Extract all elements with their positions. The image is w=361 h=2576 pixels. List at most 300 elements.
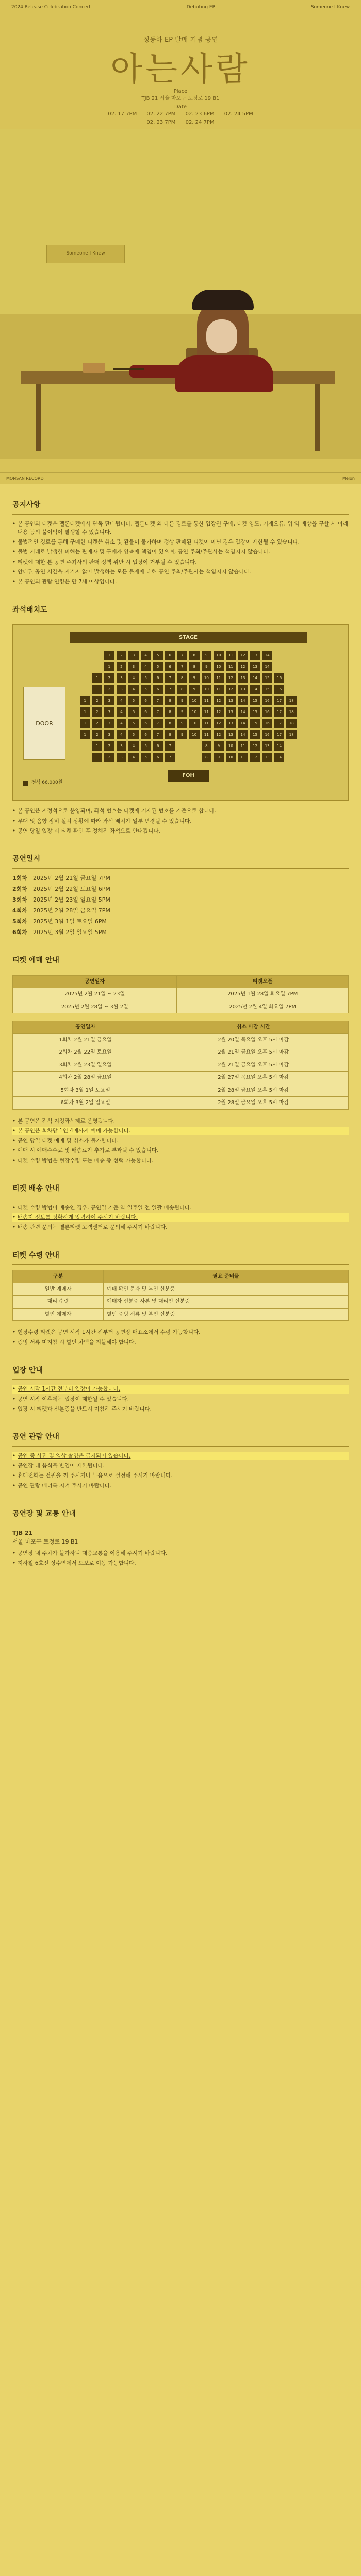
seat: 7 (165, 753, 175, 762)
ticket-open-table (12, 975, 349, 1014)
section-title: 좌석배치도 (12, 605, 349, 620)
table-row (13, 988, 349, 1001)
seat: 1 (92, 741, 103, 751)
schedule-text: 2025년 3월 1일 토요일 6PM (33, 918, 107, 925)
seat: 10 (189, 707, 200, 717)
seat: 1 (80, 707, 90, 717)
seat: 6 (141, 730, 151, 739)
hero-date: 02. 23 7PM (146, 119, 176, 125)
seat-gap (189, 753, 200, 762)
notice-item: • 티켓에 대한 본 공연 주최사의 판매 정책 위반 시 입장이 거부될 수 있습니다. (12, 558, 349, 566)
seat: 15 (250, 696, 260, 705)
desk-leg (36, 384, 41, 451)
seat: 4 (128, 685, 139, 694)
seat: 6 (153, 741, 163, 751)
wall-backdrop (0, 129, 361, 314)
seat: 5 (128, 696, 139, 705)
seat: 6 (153, 673, 163, 683)
onsite-note: • 증빙 서류 미지참 시 할인 차액을 지불해야 합니다. (12, 1338, 349, 1346)
seat: 10 (226, 753, 236, 762)
entry-item: • 공연 시작 1시간 전부터 입장이 가능합니다. (12, 1385, 349, 1393)
seat: 11 (202, 730, 212, 739)
seat: 14 (262, 662, 272, 671)
table-header: 공연일자 (13, 1021, 158, 1034)
table-cell: 대리 수령 (13, 1296, 104, 1309)
seat: 12 (214, 730, 224, 739)
seat-gap (274, 662, 285, 671)
seat: 14 (274, 741, 285, 751)
seat-map (12, 624, 349, 801)
seat-gap (286, 651, 297, 660)
schedule-text: 2025년 2월 22일 토요일 6PM (33, 885, 110, 892)
notice-list (12, 520, 349, 586)
seat: 13 (238, 673, 248, 683)
seat: 14 (238, 719, 248, 728)
seat: 5 (153, 662, 163, 671)
seat: 16 (274, 673, 285, 683)
pencil (113, 368, 144, 370)
schedule-day: 4회차 (12, 907, 27, 914)
seat: 18 (286, 696, 297, 705)
seat: 7 (153, 730, 163, 739)
seat: 11 (214, 685, 224, 694)
seat: 17 (274, 707, 285, 717)
seat-gap (286, 685, 297, 694)
seat: 15 (262, 685, 272, 694)
table-cell: 1회차 2월 21일 금요일 (13, 1033, 158, 1046)
seat-gap (92, 662, 103, 671)
seat: 11 (214, 673, 224, 683)
seat: 4 (141, 651, 151, 660)
section-title: 공연일시 (12, 854, 349, 869)
seat: 1 (104, 651, 114, 660)
seat: 16 (262, 696, 272, 705)
seat-gap (80, 651, 90, 660)
schedule-item (12, 917, 349, 926)
legend-swatch (23, 781, 28, 786)
onsite-table (12, 1270, 349, 1321)
table-header: 티켓오픈 (177, 975, 349, 988)
seat-grid (80, 651, 297, 762)
seat: 5 (141, 685, 151, 694)
seat: 5 (153, 651, 163, 660)
seat: 16 (262, 707, 272, 717)
seat-gap (92, 651, 103, 660)
seat: 10 (226, 741, 236, 751)
seat: 4 (128, 741, 139, 751)
seat: 11 (226, 662, 236, 671)
seat: 15 (250, 707, 260, 717)
schedule-day: 6회차 (12, 928, 27, 936)
schedule-text: 2025년 2월 21일 금요일 7PM (33, 874, 110, 882)
location-item: • 공연장 내 주차가 불가하니 대중교통을 이용해 주시기 바랍니다. (12, 1549, 349, 1557)
seat-gap (177, 741, 187, 751)
table-row (13, 1072, 349, 1084)
seat: 11 (238, 753, 248, 762)
table-cell: 2월 27일 목요일 오후 5시 마감 (158, 1072, 349, 1084)
entry-item: • 공연 시작 이후에는 입장이 제한될 수 있습니다. (12, 1395, 349, 1403)
desk-leg (315, 384, 320, 451)
seat: 1 (92, 753, 103, 762)
seat: 3 (104, 696, 114, 705)
seat: 5 (128, 730, 139, 739)
seat: 9 (177, 707, 187, 717)
seat: 4 (117, 707, 127, 717)
seat: 5 (141, 673, 151, 683)
table-header: 구분 (13, 1270, 104, 1283)
hero-top-left: 2024 Release Celebration Concert (11, 5, 91, 10)
seat: 10 (214, 651, 224, 660)
ticket-note: • 예매 시 예매수수료 및 배송료가 추가로 부과될 수 있습니다. (12, 1146, 349, 1155)
seat: 5 (128, 707, 139, 717)
seat-gap (286, 741, 297, 751)
seat: 7 (153, 707, 163, 717)
seat: 2 (104, 673, 114, 683)
table-row (13, 1097, 349, 1110)
schedule-day: 2회차 (12, 885, 27, 892)
seat: 13 (226, 696, 236, 705)
seat: 11 (202, 707, 212, 717)
schedule-day: 3회차 (12, 896, 27, 903)
seat: 13 (262, 753, 272, 762)
seat-gap (80, 662, 90, 671)
hero-top-bar (0, 4, 361, 11)
table-row (13, 1059, 349, 1072)
seat: 16 (274, 685, 285, 694)
seat: 8 (189, 651, 200, 660)
hero-title: 아는사람 (110, 50, 251, 89)
seat-gap (189, 741, 200, 751)
seat: 12 (238, 662, 248, 671)
seat: 14 (274, 753, 285, 762)
seat-gap (286, 753, 297, 762)
delivery-section (12, 1183, 349, 1231)
table-row (13, 1033, 349, 1046)
hero-bottom-right: Melon (342, 476, 355, 481)
seat: 7 (165, 673, 175, 683)
ticket-note: • 티켓 수령 방법은 현장수령 또는 배송 중 선택 가능합니다. (12, 1157, 349, 1165)
seat: 8 (189, 662, 200, 671)
table-cell: 예매자 신분증 사본 및 대리인 신분증 (104, 1296, 349, 1309)
location-item: • 지하철 6호선 상수역에서 도보로 이동 가능합니다. (12, 1559, 349, 1567)
table-cell: 2025년 1월 28일 화요일 7PM (177, 988, 349, 1001)
seat: 7 (165, 685, 175, 694)
seat: 12 (250, 753, 260, 762)
seat: 8 (177, 673, 187, 683)
seat-gap (80, 753, 90, 762)
table-header: 필요 준비물 (104, 1270, 349, 1283)
seat: 7 (177, 662, 187, 671)
hero-banner (0, 0, 361, 484)
seat: 17 (274, 730, 285, 739)
seat: 6 (153, 753, 163, 762)
seat: 14 (238, 707, 248, 717)
seat: 16 (262, 719, 272, 728)
seat: 5 (141, 741, 151, 751)
section-title: 입장 안내 (12, 1365, 349, 1380)
seat: 2 (104, 685, 114, 694)
seat: 2 (117, 662, 127, 671)
seat: 4 (128, 673, 139, 683)
seat: 7 (153, 696, 163, 705)
schedule-text: 2025년 2월 23일 일요일 5PM (33, 896, 110, 903)
stage-label: STAGE (70, 632, 307, 643)
entry-section (12, 1365, 349, 1413)
seat: 12 (238, 651, 248, 660)
seat: 13 (226, 707, 236, 717)
section-title: 공지사항 (12, 500, 349, 515)
seat-legend (23, 779, 62, 787)
ticket-notes (12, 1117, 349, 1165)
seat: 8 (165, 707, 175, 717)
ticket-section (12, 955, 349, 1165)
seat: 12 (226, 673, 236, 683)
stage-sign: Someone I Knew (46, 245, 125, 263)
legend-label: 전석 66,000원 (31, 780, 63, 786)
door-label: DOOR (23, 687, 65, 760)
seat: 8 (165, 730, 175, 739)
seat-gap (80, 685, 90, 694)
table-cell: 2월 28일 금요일 오후 5시 마감 (158, 1097, 349, 1110)
seat: 8 (165, 696, 175, 705)
seat: 12 (226, 685, 236, 694)
entry-item: • 입장 시 티켓과 신분증을 반드시 지참해 주시기 바랍니다. (12, 1405, 349, 1413)
hero-date: 02. 24 5PM (224, 111, 253, 117)
seat: 1 (80, 730, 90, 739)
table-cell: 2월 21일 금요일 오후 5시 마감 (158, 1059, 349, 1072)
table-cell: 3회차 2월 23일 일요일 (13, 1059, 158, 1072)
seat: 18 (286, 730, 297, 739)
seat: 13 (226, 719, 236, 728)
seat: 9 (177, 719, 187, 728)
seat: 8 (202, 741, 212, 751)
schedule-item (12, 885, 349, 893)
rules-item: • 공연장 내 음식물 반입이 제한됩니다. (12, 1462, 349, 1470)
notice-item: • 불법 거래로 발생한 피해는 판매자 및 구매자 양측에 책임이 있으며, 공연 주최/주관사는 책임지지 않습니다. (12, 548, 349, 556)
hero-subtitle: 정동하 EP 발매 기념 공연 (143, 36, 218, 44)
table-row (13, 1308, 349, 1321)
schedule-text: 2025년 3월 2일 일요일 5PM (33, 928, 107, 936)
notice-item: • 불법적인 경로를 통해 구매한 티켓은 취소 및 환불이 불가하며 정상 판매된 티켓이 아닌 경우 입장이 제한될 수 있습니다. (12, 538, 349, 546)
seat: 6 (141, 719, 151, 728)
delivery-item: • 배송지 정보를 정확하게 입력하여 주시기 바랍니다. (12, 1213, 349, 1222)
seat: 15 (250, 730, 260, 739)
seat-gap (286, 662, 297, 671)
seat: 14 (250, 685, 260, 694)
seat: 14 (262, 651, 272, 660)
seat: 2 (92, 730, 103, 739)
ticket-note: • 본 공연은 회차당 1인 4매까지 예매 가능합니다. (12, 1127, 349, 1135)
hero-top-right: Someone I Knew (310, 5, 350, 10)
seat: 10 (189, 730, 200, 739)
table-cell: 6회차 3월 2일 일요일 (13, 1097, 158, 1110)
seat: 10 (202, 673, 212, 683)
location-section (12, 1509, 349, 1567)
ticket-note: • 공연 당일 티켓 예매 및 취소가 불가합니다. (12, 1137, 349, 1145)
seat: 3 (117, 685, 127, 694)
rules-item: • 공연 중 사진 및 영상 촬영은 금지되어 있습니다. (12, 1452, 349, 1460)
seat: 9 (189, 685, 200, 694)
seat: 3 (104, 730, 114, 739)
seat: 2 (104, 753, 114, 762)
rules-section (12, 1432, 349, 1490)
seat: 10 (189, 719, 200, 728)
seat: 13 (262, 741, 272, 751)
seat: 9 (177, 696, 187, 705)
seat: 9 (202, 662, 212, 671)
seat: 7 (165, 741, 175, 751)
seat: 6 (165, 662, 175, 671)
seat-note: • 무대 및 음향 장비 설치 상황에 따라 좌석 배치가 일부 변경될 수 있습니다. (12, 817, 349, 825)
seat: 4 (117, 696, 127, 705)
seat: 16 (262, 730, 272, 739)
seat-note: • 공연 당일 입장 시 티켓 확인 후 정해진 좌석으로 안내됩니다. (12, 827, 349, 835)
seat: 8 (202, 753, 212, 762)
seat: 10 (189, 696, 200, 705)
seat-note: • 본 공연은 지정석으로 운영되며, 좌석 번호는 티켓에 기재된 번호를 기준으로 합니다. (12, 807, 349, 815)
notice-item: • 본 공연의 티켓은 멜론티켓에서 단독 판매됩니다. 멜론티켓 외 다른 경로를 통한 입장권 구매, 티켓 양도, 기재오류, 위 약 배상을 구할 시 아래 내용 등의 불이익이 발생할 수 있습니다. (12, 520, 349, 537)
table-cell: 2025년 2월 4일 화요일 7PM (177, 1001, 349, 1013)
hero-photo (0, 129, 361, 459)
seat: 18 (286, 707, 297, 717)
table-header: 취소 마감 시간 (158, 1021, 349, 1034)
seat: 7 (177, 651, 187, 660)
entry-list (12, 1385, 349, 1413)
seat: 13 (226, 730, 236, 739)
table-row (13, 1296, 349, 1309)
seat: 7 (153, 719, 163, 728)
seat: 3 (117, 753, 127, 762)
seat: 11 (226, 651, 236, 660)
notice-item: • 안내된 공연 시간을 지키지 않아 발생하는 모든 문제에 대해 공연 주최/주관사는 책임지지 않습니다. (12, 568, 349, 576)
seat: 5 (141, 753, 151, 762)
date-label: Date (174, 104, 187, 110)
seat-gap (274, 651, 285, 660)
seat: 2 (92, 707, 103, 717)
table-cell: 4회차 2월 28일 금요일 (13, 1072, 158, 1084)
hero-bottom-bar (0, 472, 361, 484)
seat: 9 (214, 753, 224, 762)
schedule-text: 2025년 2월 28일 금요일 7PM (33, 907, 110, 914)
table-cell: 2월 20일 목요일 오후 5시 마감 (158, 1033, 349, 1046)
venue-name: TJB 21 (12, 1529, 33, 1536)
seat: 4 (141, 662, 151, 671)
seat: 11 (202, 696, 212, 705)
seat: 1 (92, 673, 103, 683)
seat: 12 (214, 719, 224, 728)
seat: 11 (202, 719, 212, 728)
seat: 8 (177, 685, 187, 694)
hero-date: 02. 24 7PM (185, 119, 215, 125)
seat: 9 (177, 730, 187, 739)
seat: 2 (104, 741, 114, 751)
seat: 9 (202, 651, 212, 660)
seat: 1 (80, 696, 90, 705)
delivery-item: • 티켓 수령 방법이 배송인 경우, 공연일 기준 약 일주일 전 일괄 배송됩니다. (12, 1204, 349, 1212)
onsite-section (12, 1250, 349, 1347)
place-value: TJB 21 서울 마포구 토정로 19 B1 (141, 96, 220, 101)
seat-gap (80, 741, 90, 751)
seat: 2 (92, 696, 103, 705)
seat: 13 (250, 662, 260, 671)
hero-bottom-left: MONSAN RECORD (6, 476, 44, 481)
onsite-notes (12, 1328, 349, 1347)
table-row (13, 1001, 349, 1013)
delivery-item: • 배송 관련 문의는 멜론티켓 고객센터로 문의해 주시기 바랍니다. (12, 1223, 349, 1231)
seat: 6 (165, 651, 175, 660)
table-cell: 2월 28일 금요일 오후 5시 마감 (158, 1084, 349, 1097)
seat: 12 (214, 707, 224, 717)
rules-item: • 공연 관람 매너를 지켜 주시기 바랍니다. (12, 1482, 349, 1490)
seat: 6 (141, 696, 151, 705)
table-cell: 할인 증빙 서류 및 본인 신분증 (104, 1308, 349, 1321)
table-header: 공연일자 (13, 975, 177, 988)
schedule-section (12, 854, 349, 937)
seat: 17 (274, 696, 285, 705)
seat: 3 (128, 651, 139, 660)
table-cell: 일반 예매자 (13, 1283, 104, 1296)
seat: 6 (153, 685, 163, 694)
schedule-item (12, 874, 349, 883)
seatmap-section (12, 605, 349, 835)
seat: 13 (238, 685, 248, 694)
hero-date: 02. 17 7PM (108, 111, 137, 117)
seat: 4 (117, 719, 127, 728)
section-title: 티켓 예매 안내 (12, 955, 349, 970)
location-list (12, 1549, 349, 1568)
seat: 1 (104, 662, 114, 671)
ticket-note: • 본 공연은 전석 지정좌석제로 운영됩니다. (12, 1117, 349, 1125)
schedule-day: 5회차 (12, 918, 27, 925)
seat-gap (177, 753, 187, 762)
table-cell: 2회차 2월 22일 토요일 (13, 1046, 158, 1059)
notice-item: • 본 공연의 관람 연령은 만 7세 이상입니다. (12, 578, 349, 586)
seat: 4 (117, 730, 127, 739)
venue-address: 서울 마포구 토정로 19 B1 (12, 1538, 78, 1545)
content (0, 484, 361, 1567)
table-row (13, 1046, 349, 1059)
seat: 2 (117, 651, 127, 660)
table-cell: 2025년 2월 28일 ~ 3월 2일 (13, 1001, 177, 1013)
person-hat (192, 290, 254, 310)
seat: 12 (214, 696, 224, 705)
seat-notes (12, 807, 349, 835)
table-cell: 2월 21일 금요일 오후 5시 마감 (158, 1046, 349, 1059)
ticket-cancel-table (12, 1021, 349, 1110)
seat: 14 (238, 696, 248, 705)
hero-top-center: Debuting EP (186, 5, 216, 10)
seat: 3 (117, 741, 127, 751)
seat: 3 (104, 719, 114, 728)
foh-label: FOH (168, 770, 209, 782)
place-label: Place (173, 89, 188, 94)
seat: 3 (128, 662, 139, 671)
section-title: 티켓 수령 안내 (12, 1250, 349, 1265)
schedule-day: 1회차 (12, 874, 27, 882)
delivery-list (12, 1204, 349, 1232)
seat: 15 (262, 673, 272, 683)
seat: 3 (117, 673, 127, 683)
seat-gap (80, 673, 90, 683)
notice-section (12, 500, 349, 586)
pencil-pouch (83, 363, 105, 373)
seat: 1 (80, 719, 90, 728)
hero-dates (0, 110, 361, 126)
rules-list (12, 1452, 349, 1490)
schedule-item (12, 895, 349, 904)
seat: 18 (286, 719, 297, 728)
seat: 1 (92, 685, 103, 694)
